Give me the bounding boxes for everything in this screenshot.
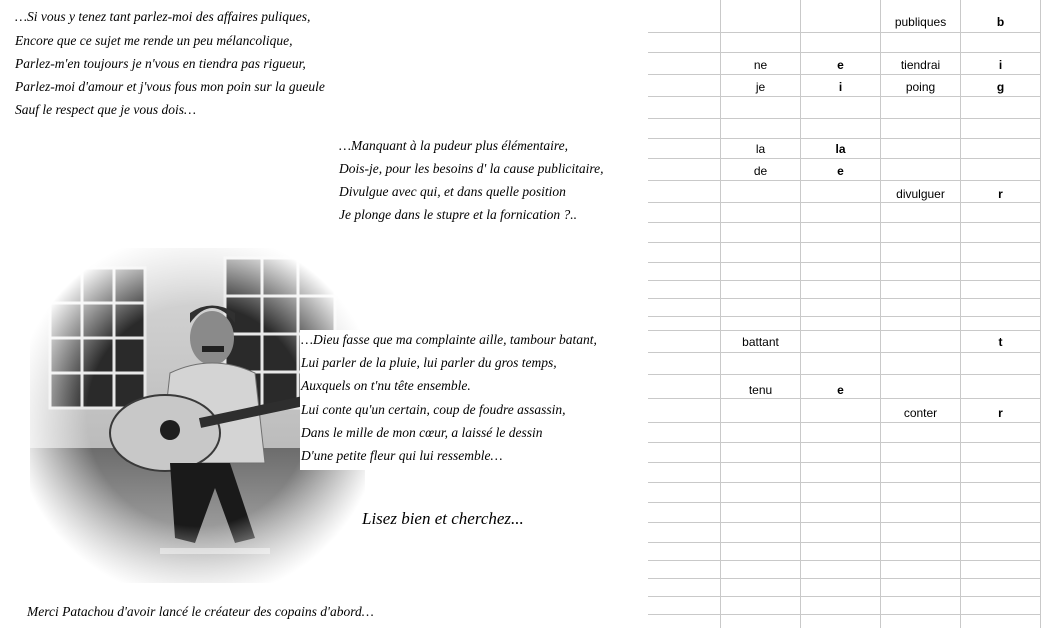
grid-row-line xyxy=(648,222,1041,223)
grid-cell[interactable] xyxy=(961,141,1040,157)
grid-cell[interactable] xyxy=(801,405,880,421)
grid-row-line xyxy=(648,330,1041,331)
grid-cell[interactable] xyxy=(881,334,960,350)
grid-cell[interactable]: i xyxy=(998,58,1003,72)
grid-cell[interactable]: r xyxy=(998,406,1003,420)
poem-line: …Si vous y tenez tant parlez-moi des affaires puliques, xyxy=(15,9,311,24)
poem-line: Encore que ce sujet me rende un peu mélancolique, xyxy=(15,33,293,48)
grid-row-line xyxy=(648,138,1041,139)
grid-cell[interactable] xyxy=(961,382,1040,398)
grid-row-line xyxy=(648,262,1041,263)
grid-row-line xyxy=(648,242,1041,243)
grid-row-line xyxy=(648,578,1041,579)
grid-cell[interactable]: b xyxy=(996,15,1005,29)
poem-line: …Manquant à la pudeur plus élémentaire, xyxy=(339,138,568,153)
poem-line: …Dieu fasse que ma complainte aille, tambour batant, xyxy=(301,332,597,347)
grid-row-line xyxy=(648,462,1041,463)
grid-cell[interactable] xyxy=(721,405,800,421)
grid-cell[interactable] xyxy=(881,163,960,179)
grid-row-line xyxy=(648,52,1041,53)
grid-cell[interactable]: publiques xyxy=(894,15,947,29)
poem-line: Divulgue avec qui, et dans quelle position xyxy=(339,184,566,199)
grid-cell[interactable]: ne xyxy=(753,58,768,72)
grid-cell[interactable] xyxy=(721,186,800,202)
grid-row-line xyxy=(648,298,1041,299)
grid-cell[interactable]: r xyxy=(998,187,1003,201)
grid-cell[interactable]: i xyxy=(838,80,843,94)
grid-row-line xyxy=(648,374,1041,375)
grid-row-line xyxy=(648,502,1041,503)
spreadsheet-grid xyxy=(648,0,1041,628)
grid-row-line xyxy=(648,422,1041,423)
grid-row-line xyxy=(648,596,1041,597)
grid-cell[interactable]: e xyxy=(837,164,844,178)
grid-row-line xyxy=(648,202,1041,203)
grid-row-line xyxy=(648,442,1041,443)
grid-row-line xyxy=(648,398,1041,399)
grid-cell[interactable] xyxy=(721,14,800,30)
poem-line: Parlez-m'en toujours je n'vous en tiendra pas rigueur, xyxy=(15,56,306,71)
grid-row-line xyxy=(648,32,1041,33)
grid-row-line xyxy=(648,482,1041,483)
grid-row-line xyxy=(648,180,1041,181)
grid-cell[interactable]: battant xyxy=(742,335,779,349)
grid-row-line xyxy=(648,614,1041,615)
grid-cell[interactable]: e xyxy=(837,383,844,397)
grid-row-line xyxy=(648,74,1041,75)
poem-line: Sauf le respect que je vous dois… xyxy=(15,102,196,117)
tagline: Lisez bien et cherchez... xyxy=(362,509,524,528)
grid-cell[interactable]: divulguer xyxy=(896,187,945,201)
grid-cell[interactable]: la xyxy=(755,142,766,156)
grid-cell[interactable]: je xyxy=(755,80,766,94)
grid-cell[interactable] xyxy=(801,186,880,202)
grid-row-line xyxy=(648,118,1041,119)
poem-line: Parlez-moi d'amour et j'vous fous mon poin sur la gueule xyxy=(15,79,325,94)
poem-line: Je plonge dans le stupre et la fornication ?.. xyxy=(339,207,577,222)
grid-cell[interactable]: t xyxy=(998,335,1003,349)
poem-line: D'une petite fleur qui lui ressemble… xyxy=(301,448,503,463)
grid-cell[interactable]: e xyxy=(837,58,844,72)
poem-line: Dans le mille de mon cœur, a laissé le dessin xyxy=(301,425,543,440)
grid-row-line xyxy=(648,316,1041,317)
poem-line: Lui parler de la pluie, lui parler du gros temps, xyxy=(301,355,557,370)
grid-cell[interactable]: tenu xyxy=(748,383,773,397)
grid-cell[interactable] xyxy=(881,382,960,398)
grid-cell[interactable] xyxy=(801,334,880,350)
poem-line: Auxquels on t'nu tête ensemble. xyxy=(301,378,471,393)
grid-cell[interactable]: de xyxy=(753,164,768,178)
grid-cell[interactable]: g xyxy=(996,80,1005,94)
grid-row-line xyxy=(648,542,1041,543)
grid-cell[interactable] xyxy=(961,163,1040,179)
grid-row-line xyxy=(648,96,1041,97)
grid-cell[interactable]: poing xyxy=(905,80,936,94)
grid-cell[interactable] xyxy=(801,14,880,30)
grid-cell[interactable]: tiendrai xyxy=(900,58,941,72)
poem-line: Lui conte qu'un certain, coup de foudre assassin, xyxy=(301,402,566,417)
grid-row-line xyxy=(648,158,1041,159)
grid-cell[interactable] xyxy=(881,141,960,157)
grid-row-line xyxy=(648,352,1041,353)
grid-cell[interactable]: la xyxy=(835,142,846,156)
grid-row-line xyxy=(648,522,1041,523)
grid-cell[interactable]: conter xyxy=(903,406,938,420)
grid-row-line xyxy=(648,560,1041,561)
poem-line: Dois-je, pour les besoins d' la cause publicitaire, xyxy=(339,161,604,176)
grid-row-line xyxy=(648,280,1041,281)
credit-line: Merci Patachou d'avoir lancé le créateur des copains d'abord… xyxy=(27,604,374,619)
